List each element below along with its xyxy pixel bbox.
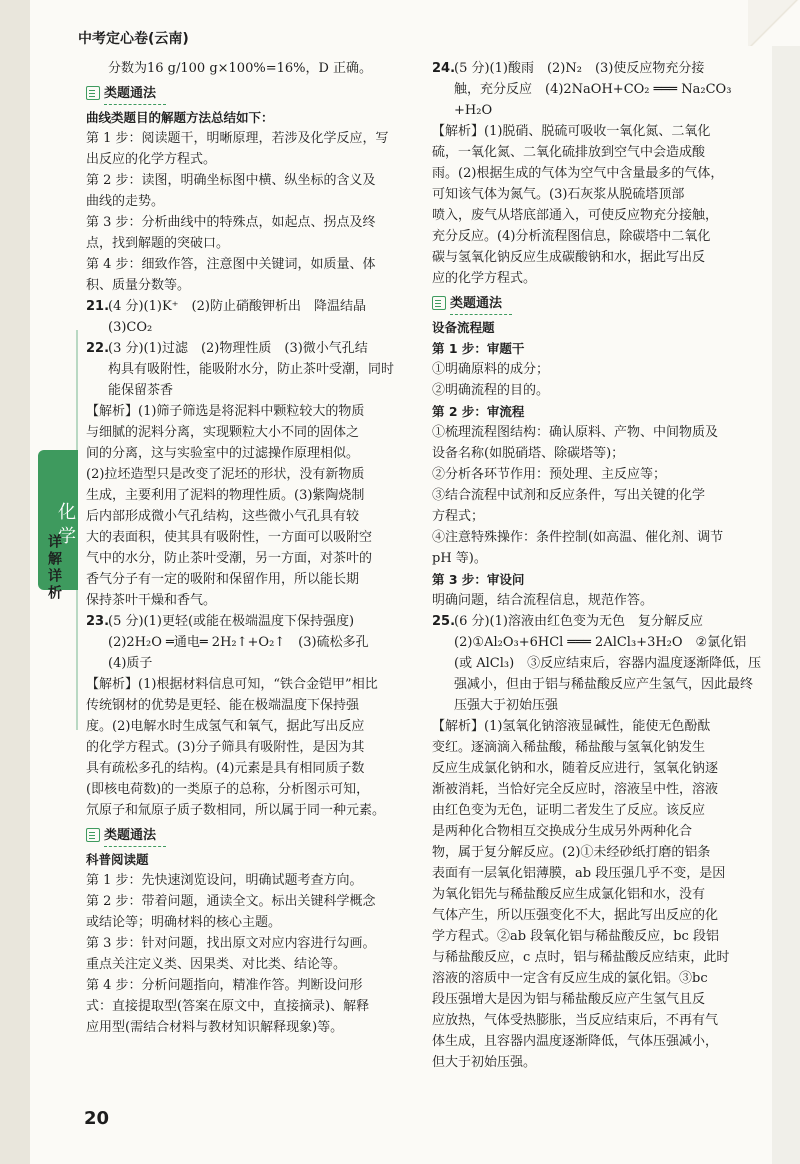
question-answer-line [86, 611, 422, 632]
text-line: (4)质子 [108, 656, 153, 671]
text-line: 强减小，但由于铝与稀盐酸反应产生氢气，因此最终 [454, 677, 754, 692]
text-line: 第 1 步：阅读题干，明晰原理，若涉及化学反应，写 [86, 131, 389, 146]
text-line: 保持茶叶干燥和香气。 [86, 593, 217, 608]
question-answer-line [432, 58, 784, 79]
text-line: 可知该气体为氮气。(3)石灰浆从脱硫塔顶部 [432, 187, 685, 202]
question-number: 24. [432, 61, 456, 76]
answer-text: (6 分)(1)溶液由红色变为无色 复分解反应 [454, 614, 703, 629]
answer-text: (4 分)(1)K⁺ (2)防止硝酸钾析出 降温结晶 [108, 299, 366, 314]
text-line: 大的表面积，使其具有吸附性，一方面可以吸附空 [86, 530, 373, 545]
text-line: +H₂O [454, 103, 493, 118]
text-line: 气中的水分，防止茶叶受潮，另一方面，对茶叶的 [86, 551, 373, 566]
text-line: 方程式； [432, 509, 485, 524]
notebook-icon [86, 828, 100, 842]
subject-tab: 化学 [38, 450, 78, 590]
question-answer-line [86, 338, 422, 359]
method-tip-label: 类题通法 [450, 293, 512, 315]
text-line: 曲线的走势。 [86, 194, 165, 209]
text-line: 学方程式。②ab 段氧化铝与稀盐酸反应，bc 段铝 [432, 929, 719, 944]
page-number: 20 [84, 1108, 110, 1129]
text-line: 应放热，气体受热膨胀，当反应结束后，不再有气 [432, 1013, 719, 1028]
text-line: ②明确流程的目的。 [432, 383, 550, 398]
question-answer-line [432, 611, 784, 632]
page-binding-edge [0, 0, 30, 1164]
text-line: 第 2 步：读图，明确坐标图中横、纵坐标的含义及 [86, 173, 376, 188]
method-tip-heading [86, 823, 166, 847]
text-line: 体生成，且容器内温度逐渐降低，气体压强减小， [432, 1034, 719, 1049]
text-line: 变红。逐滴滴入稀盐酸，稀盐酸与氢氧化钠发生 [432, 740, 706, 755]
text-line: 应的化学方程式。 [432, 271, 537, 286]
text-line: ①梳理流程图结构：确认原料、产物、中间物质及 [432, 425, 719, 440]
text-line: 反应生成氯化钠和水，随着反应进行，氢氧化钠逐 [432, 761, 719, 776]
text-line: 香气分子有一定的吸附和保留作用，所以能长期 [86, 572, 360, 587]
text-line: 触，充分反应 (4)2NaOH+CO₂ ═══ Na₂CO₃ [454, 82, 732, 97]
text-line: ③结合流程中试剂和反应条件，写出关键的化学 [432, 488, 706, 503]
text-line: 或结论等；明确材料的核心主题。 [86, 915, 282, 930]
text-line: 第 3 步：分析曲线中的特殊点，如起点、拐点及终 [86, 215, 376, 230]
text-line: 第 4 步：分析问题指向，精准作答。判断设问形 [86, 978, 363, 993]
text-line: 后内部形成微小气孔结构，这些微小气孔具有较 [86, 509, 360, 524]
text-line: 但大于初始压强。 [432, 1055, 537, 1070]
text-line: (2)①Al₂O₃+6HCl ═══ 2AlCl₃+3H₂O ②氯化铝 [454, 635, 747, 650]
question-number: 23. [86, 614, 110, 629]
method-tip-heading [86, 81, 166, 105]
text-line: 溶液的溶质中一定含有反应生成的氯化铝。③bc [432, 971, 708, 986]
text-line: 表面有一层氧化铝薄膜，ab 段压强几乎不变，是因 [432, 866, 726, 881]
subheading-line: 第 2 步：审流程 [432, 404, 525, 419]
text-line: 【解析】(1)根据材料信息可知，“铁合金铠甲”相比 [86, 677, 378, 692]
text-line: 由红色变为无色，证明二者发生了反应。该反应 [432, 803, 706, 818]
text-line: 第 1 步：先快速浏览设问，明确试题考查方向。 [86, 873, 363, 888]
question-number: 21. [86, 299, 110, 314]
running-header: 中考定心卷(云南) [78, 31, 189, 47]
text-line: ①明确原料的成分； [432, 362, 550, 377]
left-column [86, 58, 422, 1038]
text-line: 为氧化铝先与稀盐酸反应生成氯化铝和水，没有 [432, 887, 706, 902]
text-line: 式：直接提取型(答案在原文中，直接摘录)、解释 [86, 999, 370, 1014]
text-line: 氘原子和氚原子质子数相同，所以属于同一种元素。 [86, 803, 386, 818]
text-line: 碳与氢氧化钠反应生成碳酸钠和水，据此写出反 [432, 250, 706, 265]
method-tip-label: 类题通法 [104, 825, 166, 847]
method-tip-heading [432, 291, 512, 315]
text-line: 是两种化合物相互交换成分生成另外两种化合 [432, 824, 693, 839]
text-line: 喷入，废气从塔底部通入，可使反应物充分接触， [432, 208, 719, 223]
text-line: 间的分离，这与实验室中的过滤操作原理相似。 [86, 446, 360, 461]
subheading-line: 科普阅读题 [86, 852, 149, 867]
text-line: 积、质量分数等。 [86, 278, 191, 293]
text-line: 雨。(2)根据生成的气体为空气中含量最多的气体， [432, 166, 724, 181]
text-line: ④注意特殊操作：条件控制(如高温、催化剂、调节 [432, 530, 724, 545]
subheading-line: 第 1 步：审题干 [432, 341, 525, 356]
text-line: 【解析】(1)氢氧化钠溶液显碱性，能使无色酚酞 [432, 719, 711, 734]
text-line: 与细腻的泥料分离，实现颗粒大小不同的固体之 [86, 425, 360, 440]
text-line: 段压强增大是因为铝与稀盐酸反应产生氢气且反 [432, 992, 706, 1007]
text-line: 渐被消耗，当恰好完全反应时，溶液呈中性，溶液 [432, 782, 719, 797]
text-line: (3)CO₂ [108, 320, 153, 335]
text-line: 度。(2)电解水时生成氢气和氧气，据此写出反应 [86, 719, 365, 734]
text-line: 压强大于初始压强 [454, 698, 559, 713]
text-line: pH 等)。 [432, 551, 487, 566]
text-line: 的化学方程式。(3)分子筛具有吸附性，是因为其 [86, 740, 365, 755]
subheading-line: 设备流程题 [432, 320, 495, 335]
text-line: 生成，主要利用了泥料的物理性质。(3)紫陶烧制 [86, 488, 365, 503]
subheading-line: 曲线类题目的解题方法总结如下： [86, 110, 274, 125]
text-line: 明确问题，结合流程信息，规范作答。 [432, 593, 654, 608]
right-column [432, 58, 784, 1073]
notebook-icon [86, 86, 100, 100]
answer-text: (5 分)(1)更轻(或能在极端温度下保持强度) [108, 614, 355, 629]
text-line: 分数为16 g/100 g×100%=16%，D 正确。 [108, 61, 373, 76]
text-line: (2)拉坯造型只是改变了泥坯的形状，没有新物质 [86, 467, 365, 482]
answer-text: (5 分)(1)酸雨 (2)N₂ (3)使反应物充分接 [454, 61, 705, 76]
text-line: 应用型(需结合材料与教材知识解释现象)等。 [86, 1020, 344, 1035]
text-line: 传统钢材的优势是更轻、能在极端温度下保持强 [86, 698, 360, 713]
method-tip-label: 类题通法 [104, 83, 166, 105]
text-line: 点，找到解题的突破口。 [86, 236, 230, 251]
text-line: 【解析】(1)脱硝、脱硫可吸收一氧化氮、二氧化 [432, 124, 711, 139]
text-line: 第 4 步：细致作答，注意图中关键词，如质量、体 [86, 257, 376, 272]
text-line: 与稀盐酸反应，c 点时，铝与稀盐酸反应结束，此时 [432, 950, 730, 965]
question-number: 25. [432, 614, 456, 629]
notebook-icon [432, 296, 446, 310]
text-line: 硫，一氧化氮、二氧化硫排放到空气中会造成酸 [432, 145, 706, 160]
question-number: 22. [86, 341, 110, 356]
text-line: 物，属于复分解反应。(2)①未经砂纸打磨的铝条 [432, 845, 711, 860]
text-line: 第 3 步：针对问题，找出原文对应内容进行勾画。 [86, 936, 376, 951]
text-line: 第 2 步：带着问题，通读全文。标出关键科学概念 [86, 894, 376, 909]
text-line: 重点关注定义类、因果类、对比类、结论等。 [86, 957, 347, 972]
section-side-label: 详解详析 [46, 534, 62, 602]
answer-text: (3 分)(1)过滤 (2)物理性质 (3)微小气孔结 [108, 341, 368, 356]
page-corner-curl [748, 0, 800, 46]
text-line: 充分反应。(4)分析流程图信息，除碳塔中二氧化 [432, 229, 711, 244]
text-line: 设备名称(如脱硝塔、除碳塔等)； [432, 446, 625, 461]
text-line: (即核电荷数)的一类原子的总称，分析图示可知， [86, 782, 370, 797]
text-line: 具有疏松多孔的结构。(4)元素是具有相同质子数 [86, 761, 365, 776]
text-line: (2)2H₂O ═通电═ 2H₂↑+O₂↑ (3)硫松多孔 [108, 635, 369, 650]
text-line: 【解析】(1)筛子筛选是将泥料中颗粒较大的物质 [86, 404, 365, 419]
text-line: 能保留茶香 [108, 383, 174, 398]
text-line: ②分析各环节作用：预处理、主反应等； [432, 467, 667, 482]
text-line: 气体产生，所以压强变化不大，据此写出反应的化 [432, 908, 719, 923]
question-answer-line [86, 296, 422, 317]
text-line: (或 AlCl₃) ③反应结束后，容器内温度逐渐降低，压 [454, 656, 762, 671]
subheading-line: 第 3 步：审设问 [432, 572, 525, 587]
text-line: 构具有吸附性，能吸附水分，防止茶叶受潮，同时 [108, 362, 395, 377]
text-line: 出反应的化学方程式。 [86, 152, 217, 167]
